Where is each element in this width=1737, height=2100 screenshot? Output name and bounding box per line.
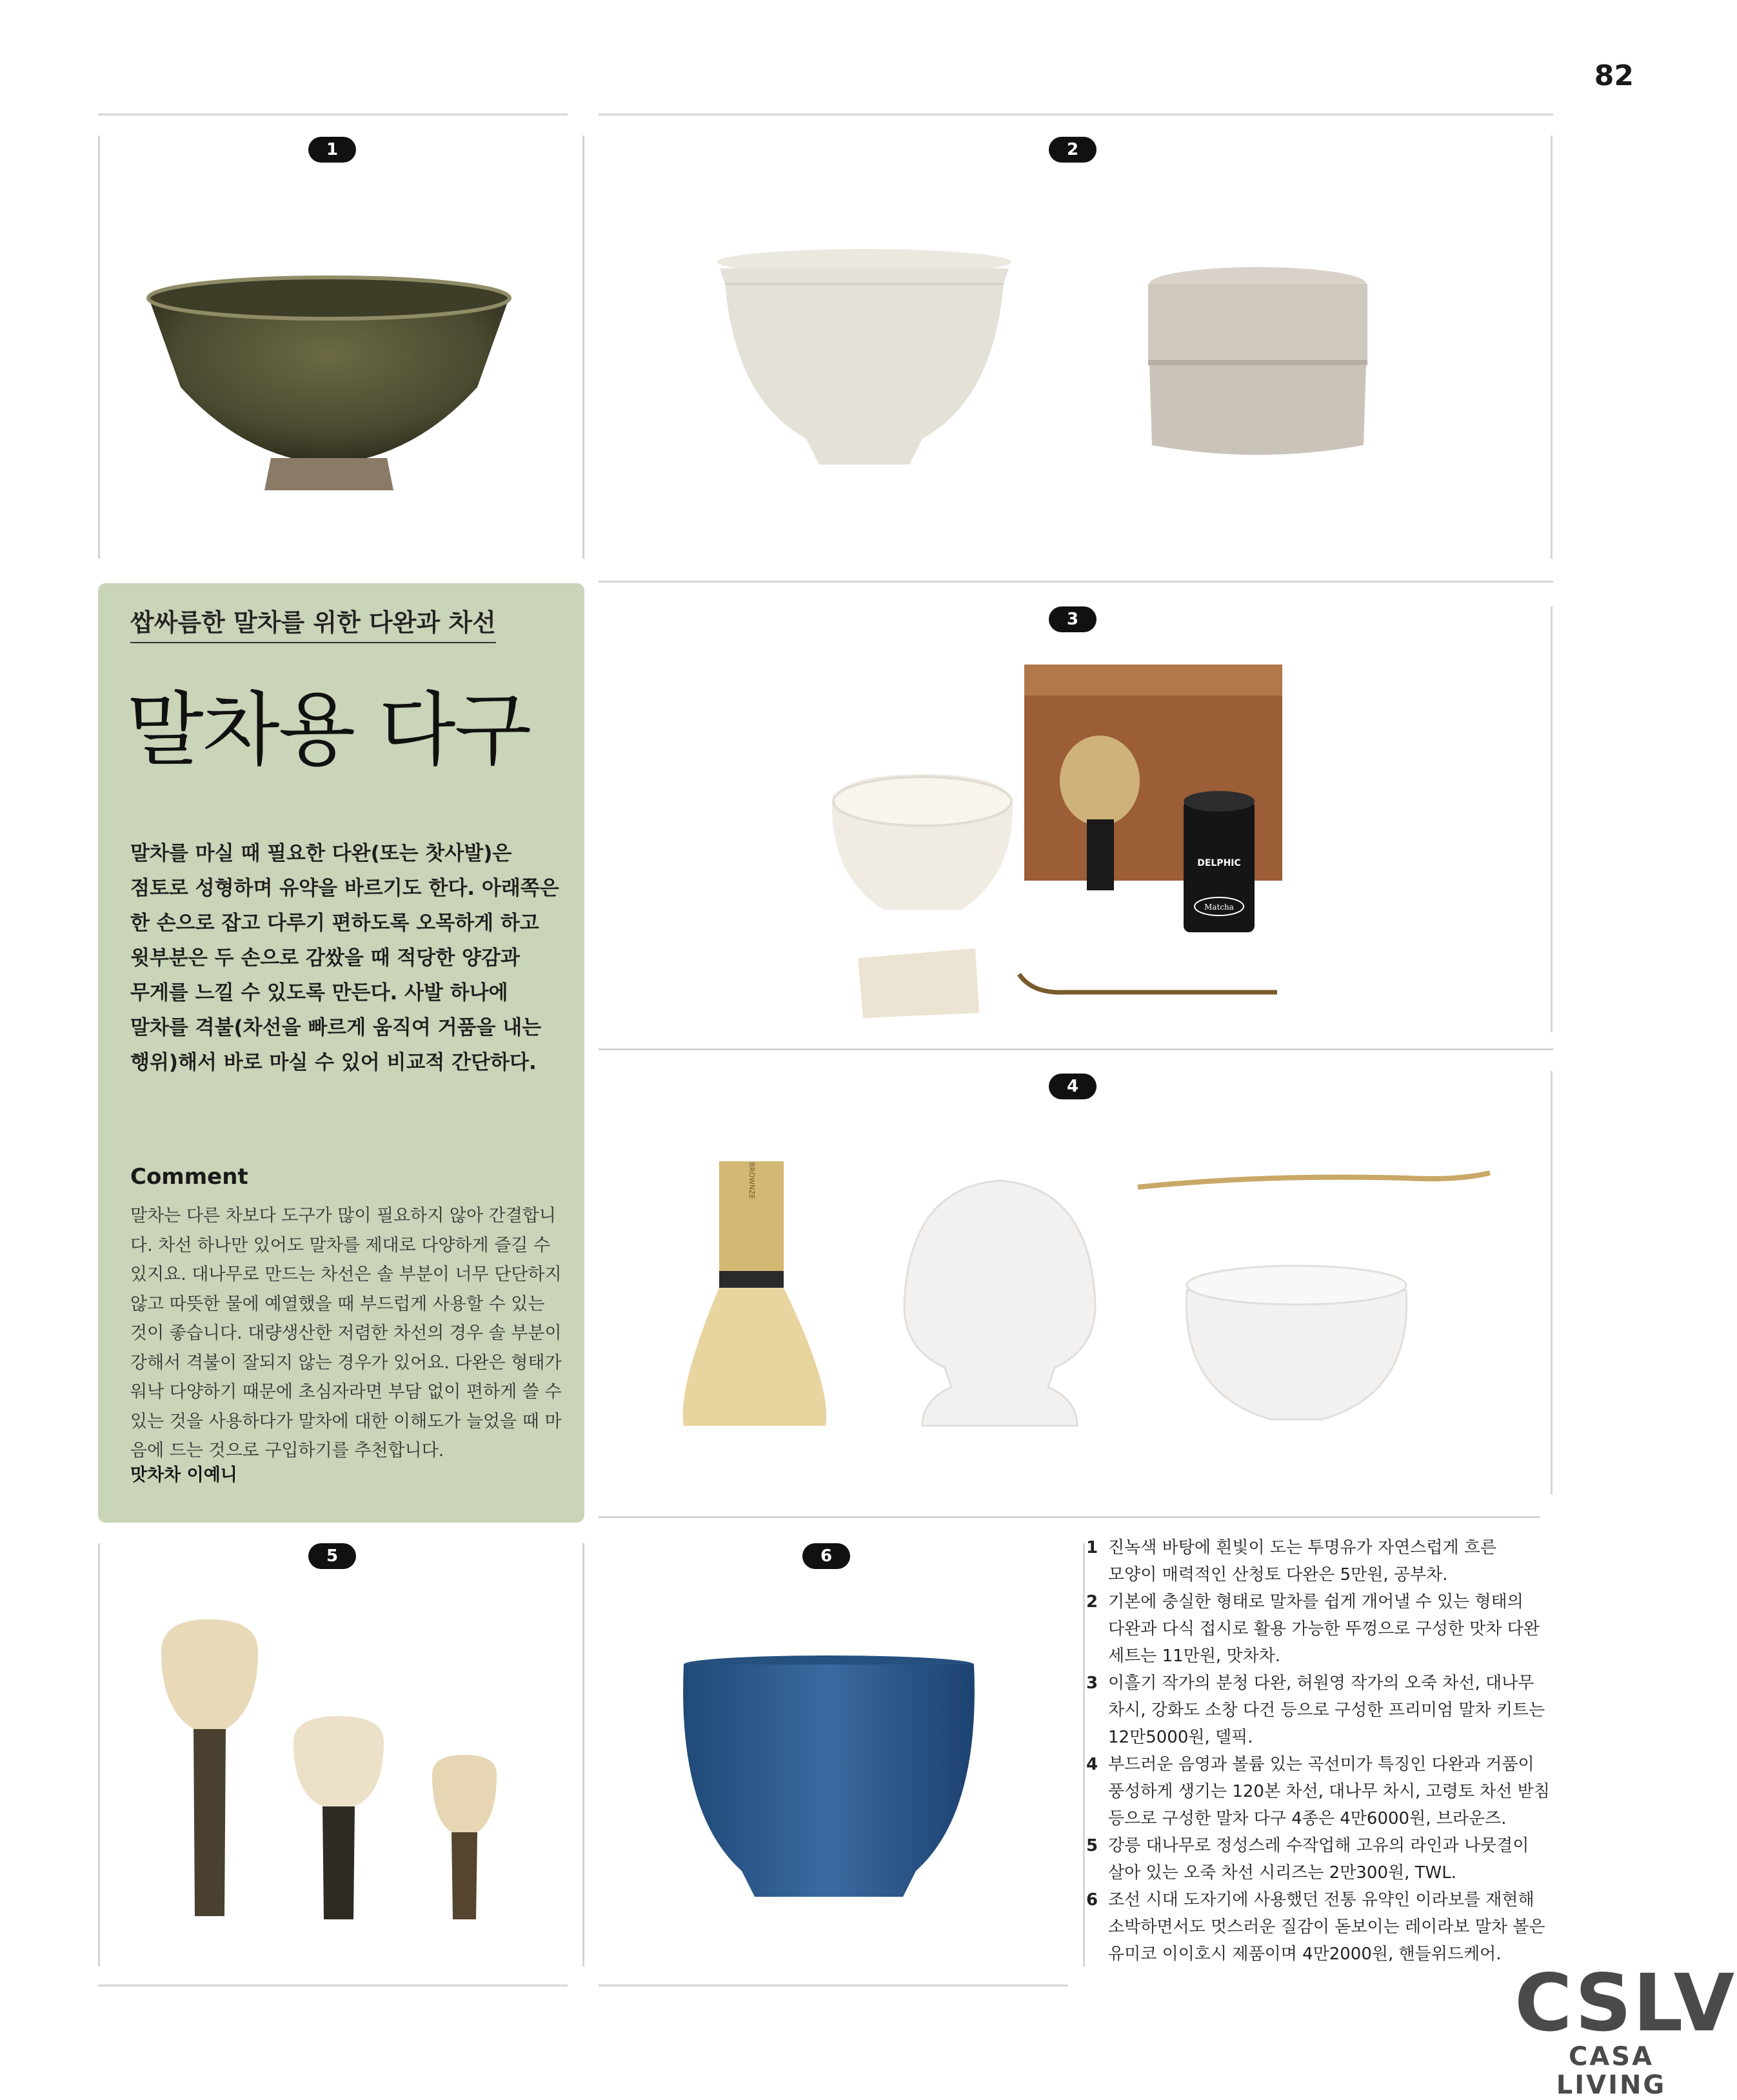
caption-4: [1086, 1751, 1550, 1832]
feature-title: 말차용 다구: [126, 684, 531, 777]
comment-line: 음에 드는 것으로 구입하기를 추천합니다.: [130, 1441, 444, 1461]
comment-line: 않고 따뜻한 물에 예열했을 때 부드럽게 사용할 수 있는: [130, 1294, 545, 1314]
intro-line: 무게를 느낄 수 있도록 만든다. 사발 하나에: [130, 981, 508, 1005]
logo-sub: CASA LIVING: [1556, 2042, 1667, 2100]
rule-top-2: [599, 114, 1553, 115]
comment-author: 맛차차 이예니: [130, 1465, 237, 1485]
rule-v-4: [1551, 606, 1553, 1032]
caption-line: 부드러운 음영과 볼륨 있는 곡선미가 특징인 다완과 거품이: [1108, 1755, 1534, 1774]
caption-line: 강릉 대나무로 정성스레 수작업해 고유의 라인과 나뭇결이: [1108, 1836, 1529, 1855]
intro-line: 행위)해서 바로 마실 수 있어 비교적 간단하다.: [130, 1051, 537, 1074]
caption-line: 12만5000원, 델픽.: [1108, 1728, 1253, 1747]
comment-body: [130, 1201, 562, 1466]
product-5-whisks-image: [148, 1613, 510, 1929]
caption-line: 진녹색 바탕에 흰빛이 도는 투명유가 자연스럽게 흐른: [1108, 1538, 1497, 1557]
rule-v-7: [582, 1543, 584, 1966]
badge-2: 2: [1049, 137, 1097, 163]
casa-living-logo: [1514, 1957, 1736, 2100]
caption-5: [1086, 1832, 1538, 1886]
product-2-lidded-jar-image: [1142, 265, 1374, 465]
rule-v-5: [1551, 1071, 1553, 1494]
product-4-whisk-image: [664, 1155, 845, 1445]
page-number: 82: [1594, 59, 1634, 92]
caption-2: [1086, 1588, 1538, 1670]
product-4-bamboo-scoop-image: [1135, 1161, 1496, 1200]
product-2-white-bowl-image: [710, 245, 1019, 477]
whisk-brand-label: BROWNZE: [748, 1162, 756, 1199]
comment-line: 강해서 격불이 잘되지 않는 경우가 있어요. 다완은 형태가: [130, 1352, 562, 1373]
caption-number: 1: [1086, 1538, 1098, 1557]
caption-line: 살아 있는 오죽 차선 시리즈는 2만300원, TWL.: [1108, 1863, 1456, 1883]
badge-1: 1: [308, 137, 356, 163]
caption-line: 세트는 11만원, 맛차차.: [1108, 1646, 1281, 1666]
caption-number: 5: [1086, 1836, 1098, 1855]
rule-top-1: [98, 114, 568, 115]
product-3-matcha-kit-image: [832, 665, 1296, 1032]
product-4-whisk-holder-image: [890, 1174, 1109, 1432]
rule-v-2: [582, 135, 584, 559]
comment-line: 있지요. 대나무로 만드는 차선은 솔 부분이 너무 단단하지: [130, 1265, 562, 1285]
comment-line: 말차는 다른 차보다 도구가 많이 필요하지 않아 간결합니: [130, 1206, 556, 1226]
product-1-green-bowl-image: [142, 271, 516, 490]
caption-line: 다완과 다식 접시로 활용 가능한 뚜껑으로 구성한 맛차 다완: [1108, 1619, 1540, 1639]
caption-line: 모양이 매력적인 산청토 다완은 5만원, 공부차.: [1108, 1565, 1448, 1585]
caption-line: 유미코 이이호시 제품이며 4만2000원, 핸들위드케어.: [1108, 1945, 1502, 1964]
comment-line: 워낙 다양하기 때문에 초심자라면 부담 없이 편하게 쓸 수: [130, 1382, 562, 1402]
comment-line: 다. 차선 하나만 있어도 말차를 제대로 다양하게 즐길 수: [130, 1235, 551, 1255]
rule-bottom-1: [98, 1985, 568, 1986]
product-6-blue-bowl-image: [677, 1652, 980, 1910]
logo-main: CSLV: [1514, 1957, 1736, 2049]
caption-3: [1086, 1670, 1545, 1751]
caption-number: 6: [1086, 1890, 1098, 1910]
rule-mid-1: [599, 581, 1553, 583]
intro-line: 말차를 격불(차선을 빠르게 움직여 거품을 내는: [130, 1016, 542, 1039]
caption-line: 차시, 강화도 소창 다건 등으로 구성한 프리미엄 말차 키트는: [1108, 1701, 1545, 1720]
rule-mid-3: [599, 1516, 1540, 1518]
intro-line: 윗부분은 두 손으로 감쌌을 때 적당한 양감과: [130, 946, 520, 970]
comment-heading: Comment: [130, 1164, 248, 1190]
caption-1: [1086, 1534, 1538, 1588]
feature-kicker: 쌉싸름한 말차를 위한 다완과 차선: [130, 603, 496, 643]
comment-line: 있는 것을 사용하다가 말차에 대한 이해도가 늘었을 때 마: [130, 1411, 562, 1432]
badge-5: 5: [308, 1543, 356, 1569]
caption-line: 조선 시대 도자기에 사용했던 전통 유약인 이라보를 재현해: [1108, 1890, 1534, 1910]
caption-line: 이흘기 작가의 분청 다완, 허원영 작가의 오죽 차선, 대나무: [1108, 1674, 1534, 1693]
caption-number: 4: [1086, 1755, 1098, 1774]
rule-v-1: [98, 135, 100, 559]
badge-4: 4: [1049, 1074, 1097, 1099]
caption-line: 기본에 충실한 형태로 말차를 쉽게 개어낼 수 있는 형태의: [1108, 1592, 1524, 1612]
caption-line: 소박하면서도 멋스러운 질감이 돋보이는 레이라보 말차 볼은: [1108, 1917, 1545, 1937]
badge-6: 6: [802, 1543, 850, 1569]
tin-label-name: Matcha: [1204, 903, 1234, 912]
product-4-white-bowl-image: [1180, 1252, 1413, 1426]
badge-3: 3: [1049, 606, 1097, 632]
product-captions: [1086, 1534, 1550, 1968]
tin-label-brand: DELPHIC: [1197, 858, 1241, 868]
caption-number: 2: [1086, 1592, 1098, 1612]
comment-line: 것이 좋습니다. 대량생산한 저렴한 차선의 경우 솔 부분이: [130, 1323, 562, 1343]
rule-v-8: [1083, 1543, 1085, 1966]
caption-number: 3: [1086, 1674, 1098, 1693]
feature-sidebar: [98, 583, 584, 1523]
caption-6: [1086, 1886, 1545, 1968]
intro-line: 말차를 마실 때 필요한 다완(또는 찻사발)은: [130, 842, 512, 865]
caption-line: 풍성하게 생기는 120본 차선, 대나무 차시, 고령토 차선 받침: [1108, 1782, 1550, 1801]
feature-intro: [130, 836, 559, 1080]
rule-bottom-2: [599, 1985, 1068, 1986]
rule-mid-2: [599, 1048, 1553, 1050]
intro-line: 점토로 성형하며 유약을 바르기도 한다. 아래쪽은: [130, 877, 559, 900]
rule-v-3: [1551, 135, 1553, 559]
intro-line: 한 손으로 잡고 다루기 편하도록 오목하게 하고: [130, 912, 539, 935]
caption-line: 등으로 구성한 말차 다구 4종은 4만6000원, 브라운즈.: [1108, 1809, 1507, 1828]
rule-v-6: [98, 1543, 100, 1966]
